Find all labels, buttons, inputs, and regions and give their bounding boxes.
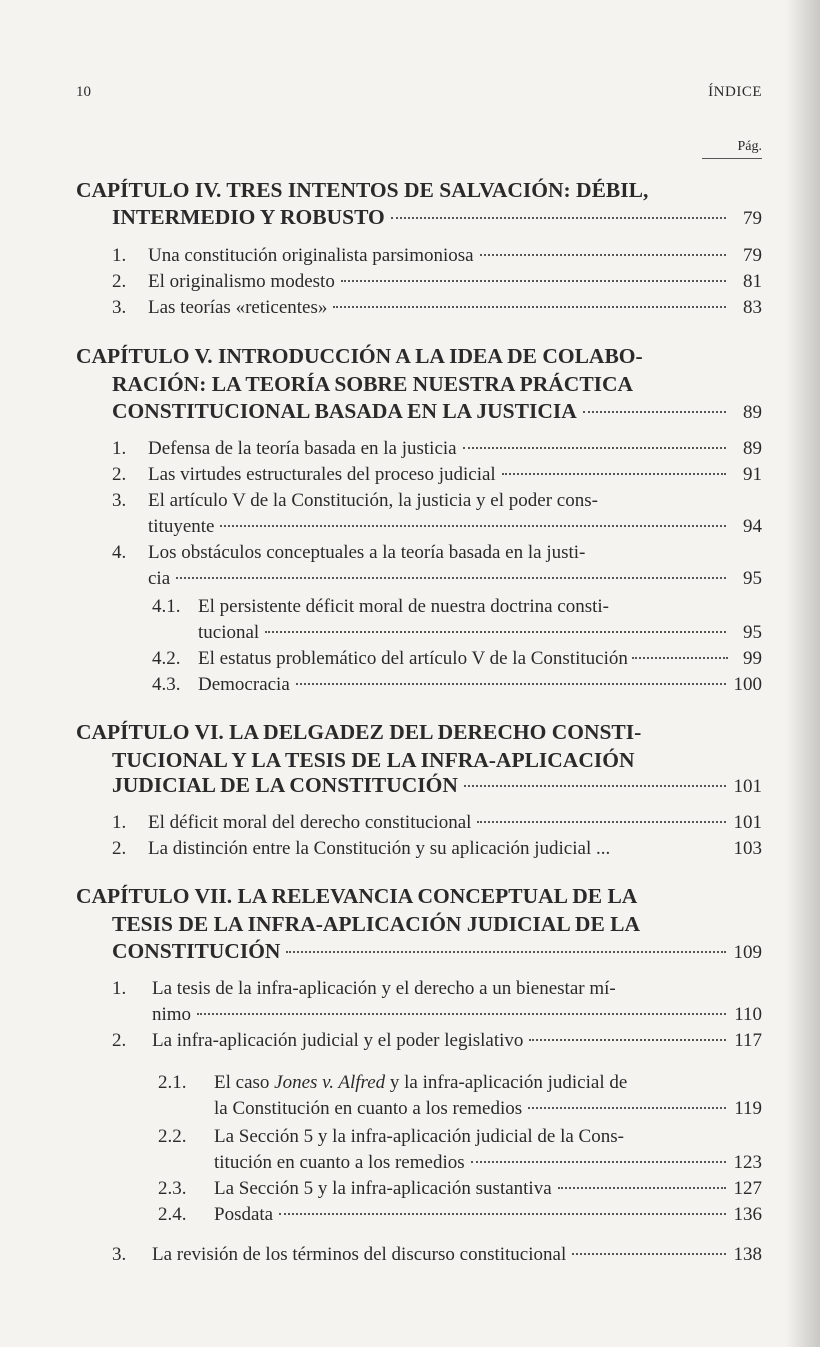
toc-entry-continuation <box>148 566 762 592</box>
toc-entry <box>112 269 762 295</box>
dot-leader <box>220 525 726 527</box>
toc-subentry <box>158 1202 762 1228</box>
page-number: 10 <box>76 84 91 100</box>
toc-entry <box>112 295 762 321</box>
chapter-heading-v <box>76 342 762 398</box>
entry-page: 94 <box>743 516 762 537</box>
case-name: Jones v. Alfred <box>274 1072 386 1093</box>
entry-text: Los obstáculos conceptuales a la teoría basada en la justi- <box>148 542 586 563</box>
chapter-title-line: CONSTITUCIONAL BASADA EN LA JUSTICIA <box>112 399 577 423</box>
entry-page: 89 <box>743 438 762 459</box>
chapter-heading-iv <box>76 176 762 204</box>
entry-number: 2. <box>112 838 127 859</box>
entry-text: tituyente <box>148 516 215 537</box>
entry-text: El persistente déficit moral de nuestra doctrina consti- <box>198 596 609 617</box>
entry-text: El originalismo modesto <box>148 271 335 292</box>
chapter-title-line: CAPÍTULO IV. TRES INTENTOS DE SALVACIÓN: DÉBIL, <box>76 178 649 202</box>
entry-page: 101 <box>733 812 762 833</box>
chapter-title-line: TUCIONAL Y LA TESIS DE LA INFRA-APLICACIÓN <box>112 748 635 772</box>
chapter-page: 89 <box>743 402 762 423</box>
chapter-title-line: RACIÓN: LA TEORÍA SOBRE NUESTRA PRÁCTICA <box>112 372 634 396</box>
entry-text: cia <box>148 568 171 589</box>
toc-subentry-continuation <box>198 620 762 646</box>
entry-text: titución en cuanto a los remedios <box>214 1152 465 1173</box>
entry-page: 119 <box>734 1098 762 1119</box>
chapter-heading-vii <box>76 882 762 938</box>
entry-page: 79 <box>743 245 762 266</box>
dot-leader <box>632 657 728 659</box>
entry-text: Las virtudes estructurales del proceso judicial <box>148 464 496 485</box>
entry-text: La tesis de la infra-aplicación y el derecho a un bienestar mí- <box>152 978 616 999</box>
entry-text: Posdata <box>214 1204 274 1225</box>
toc-subentry-first-line <box>152 594 609 620</box>
entry-number: 2.3. <box>158 1178 187 1199</box>
running-header <box>76 84 762 108</box>
chapter-title-line: CONSTITUCIÓN <box>112 939 281 963</box>
toc-entry-first-line <box>112 488 598 514</box>
entry-text: Democracia <box>198 674 290 695</box>
entry-page: 83 <box>743 297 762 318</box>
toc-entry <box>112 836 762 862</box>
entry-number: 3. <box>112 297 127 318</box>
entry-page: 138 <box>733 1244 762 1265</box>
dot-leader <box>480 254 726 256</box>
dot-leader <box>463 447 726 449</box>
entry-number: 2.4. <box>158 1204 187 1225</box>
entry-number: 4.1. <box>152 596 181 617</box>
dot-leader <box>176 577 726 579</box>
toc-subentry <box>158 1176 762 1202</box>
dot-leader <box>529 1039 726 1041</box>
entry-text: El artículo V de la Constitución, la justicia y el poder cons- <box>148 490 598 511</box>
entry-page: 99 <box>743 648 762 669</box>
entry-number: 1. <box>112 978 127 999</box>
toc-entry-continuation <box>152 1002 762 1028</box>
entry-text: Las teorías «reticentes» <box>148 297 328 318</box>
entry-page: 117 <box>734 1030 762 1051</box>
entry-text: tucional <box>198 622 260 643</box>
toc-subentry <box>152 646 762 672</box>
dot-leader <box>341 280 726 282</box>
toc-subentry-continuation <box>214 1096 762 1122</box>
entry-text: Una constitución originalista parsimoniosa <box>148 245 474 266</box>
dot-leader <box>333 306 726 308</box>
chapter-heading-vii-last-line <box>112 938 762 966</box>
entry-number: 2. <box>112 271 127 292</box>
chapter-title-line: CAPÍTULO VI. LA DELGADEZ DEL DERECHO CONSTI- <box>76 720 642 744</box>
dot-leader <box>583 411 726 413</box>
dot-leader <box>528 1107 726 1109</box>
chapter-heading-iv-last-line <box>112 204 762 232</box>
entry-text: la Constitución en cuanto a los remedios <box>214 1098 523 1119</box>
chapter-title-line: JUDICIAL DE LA CONSTITUCIÓN <box>112 773 458 797</box>
chapter-heading-v-last-line <box>112 398 762 426</box>
entry-number: 1. <box>112 438 127 459</box>
entry-number: 4. <box>112 542 127 563</box>
entry-number: 4.3. <box>152 674 181 695</box>
entry-page: 136 <box>733 1204 762 1225</box>
toc-entry <box>112 243 762 269</box>
entry-page: 127 <box>733 1178 762 1199</box>
entry-text: La distinción entre la Constitución y su aplicación judicial ... <box>148 838 611 859</box>
entry-text: El caso <box>214 1072 275 1093</box>
dot-leader <box>197 1013 726 1015</box>
entry-text: nimo <box>152 1004 192 1025</box>
entry-number: 1. <box>112 812 127 833</box>
entry-number: 2.1. <box>158 1072 187 1093</box>
entry-page: 95 <box>743 568 762 589</box>
entry-text: La Sección 5 y la infra-aplicación sustantiva <box>214 1178 552 1199</box>
entry-page: 95 <box>743 622 762 643</box>
chapter-page: 109 <box>733 942 762 963</box>
entry-text: La revisión de los términos del discurso constitucional <box>152 1244 567 1265</box>
entry-text: y la infra-aplicación judicial de <box>385 1072 628 1093</box>
entry-number: 3. <box>112 490 127 511</box>
entry-number: 2. <box>112 1030 127 1051</box>
entry-number: 4.2. <box>152 648 181 669</box>
dot-leader <box>286 951 726 953</box>
entry-text: El déficit moral del derecho constitucional <box>148 812 472 833</box>
chapter-title-line: CAPÍTULO V. INTRODUCCIÓN A LA IDEA DE COLABO- <box>76 344 643 368</box>
toc-entry <box>112 810 762 836</box>
toc-entry-first-line <box>112 540 585 566</box>
toc-subentry <box>152 672 762 698</box>
chapter-title-line: INTERMEDIO Y ROBUSTO <box>112 205 385 229</box>
dot-leader <box>502 473 726 475</box>
entry-number: 2.2. <box>158 1126 187 1147</box>
entry-text: La Sección 5 y la infra-aplicación judicial de la Cons- <box>214 1126 624 1147</box>
page-column-label: Pág. <box>702 139 762 159</box>
dot-leader <box>477 821 726 823</box>
entry-text: El estatus problemático del artículo V de la Constitución <box>198 648 628 669</box>
entry-page: 91 <box>743 464 762 485</box>
toc-entry <box>112 462 762 488</box>
page-edge-shadow <box>786 0 820 1347</box>
dot-leader <box>391 217 726 219</box>
chapter-page: 79 <box>743 208 762 229</box>
toc-entry <box>112 1242 762 1268</box>
chapter-title-line: TESIS DE LA INFRA-APLICACIÓN JUDICIAL DE LA <box>112 912 641 936</box>
dot-leader <box>296 683 726 685</box>
entry-page: 110 <box>734 1004 762 1025</box>
toc-subentry-first-line <box>158 1070 627 1096</box>
dot-leader <box>279 1213 726 1215</box>
entry-number: 2. <box>112 464 127 485</box>
chapter-title-line: CAPÍTULO VII. LA RELEVANCIA CONCEPTUAL DE LA <box>76 884 638 908</box>
entry-number: 1. <box>112 245 127 266</box>
dot-leader <box>558 1187 726 1189</box>
entry-number: 3. <box>112 1244 127 1265</box>
entry-page: 103 <box>733 838 762 859</box>
entry-text: La infra-aplicación judicial y el poder legislativo <box>152 1030 524 1051</box>
chapter-heading-vi <box>76 718 762 774</box>
running-title: ÍNDICE <box>708 84 762 100</box>
dot-leader <box>265 631 726 633</box>
toc-entry-first-line <box>112 976 616 1002</box>
entry-text: Defensa de la teoría basada en la justicia <box>148 438 457 459</box>
dot-leader <box>464 785 726 787</box>
entry-page: 81 <box>743 271 762 292</box>
dot-leader <box>471 1161 726 1163</box>
chapter-page: 101 <box>733 776 762 797</box>
toc-entry-continuation <box>148 514 762 540</box>
entry-page: 123 <box>733 1152 762 1173</box>
entry-page: 100 <box>733 674 762 695</box>
toc-subentry-continuation <box>214 1150 762 1176</box>
toc-subentry-first-line <box>158 1124 624 1150</box>
dot-leader <box>572 1253 726 1255</box>
toc-entry <box>112 1028 762 1054</box>
chapter-heading-vi-last-line <box>112 772 762 800</box>
toc-entry <box>112 436 762 462</box>
